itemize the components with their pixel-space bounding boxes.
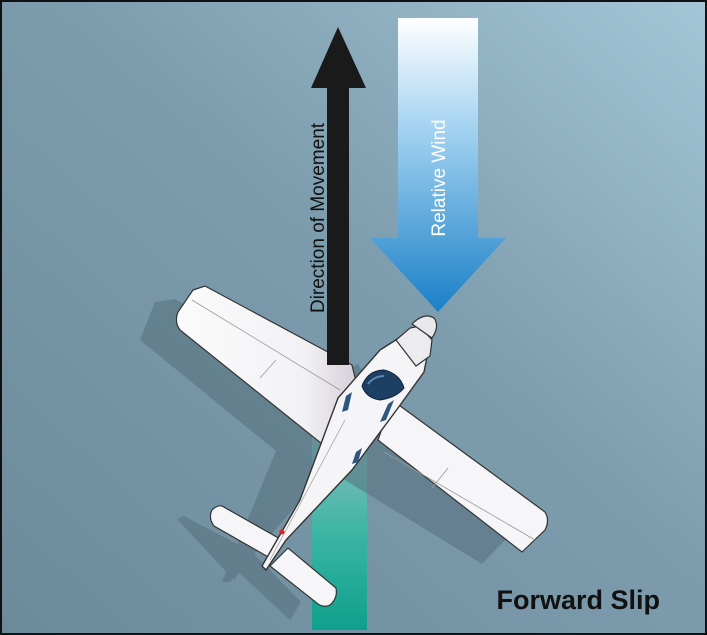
direction-of-movement-label: Direction of Movement: [308, 122, 329, 314]
diagram-title: Forward Slip: [496, 585, 660, 615]
beacon-light: [280, 530, 285, 535]
relative-wind-label: Relative Wind: [429, 119, 450, 237]
